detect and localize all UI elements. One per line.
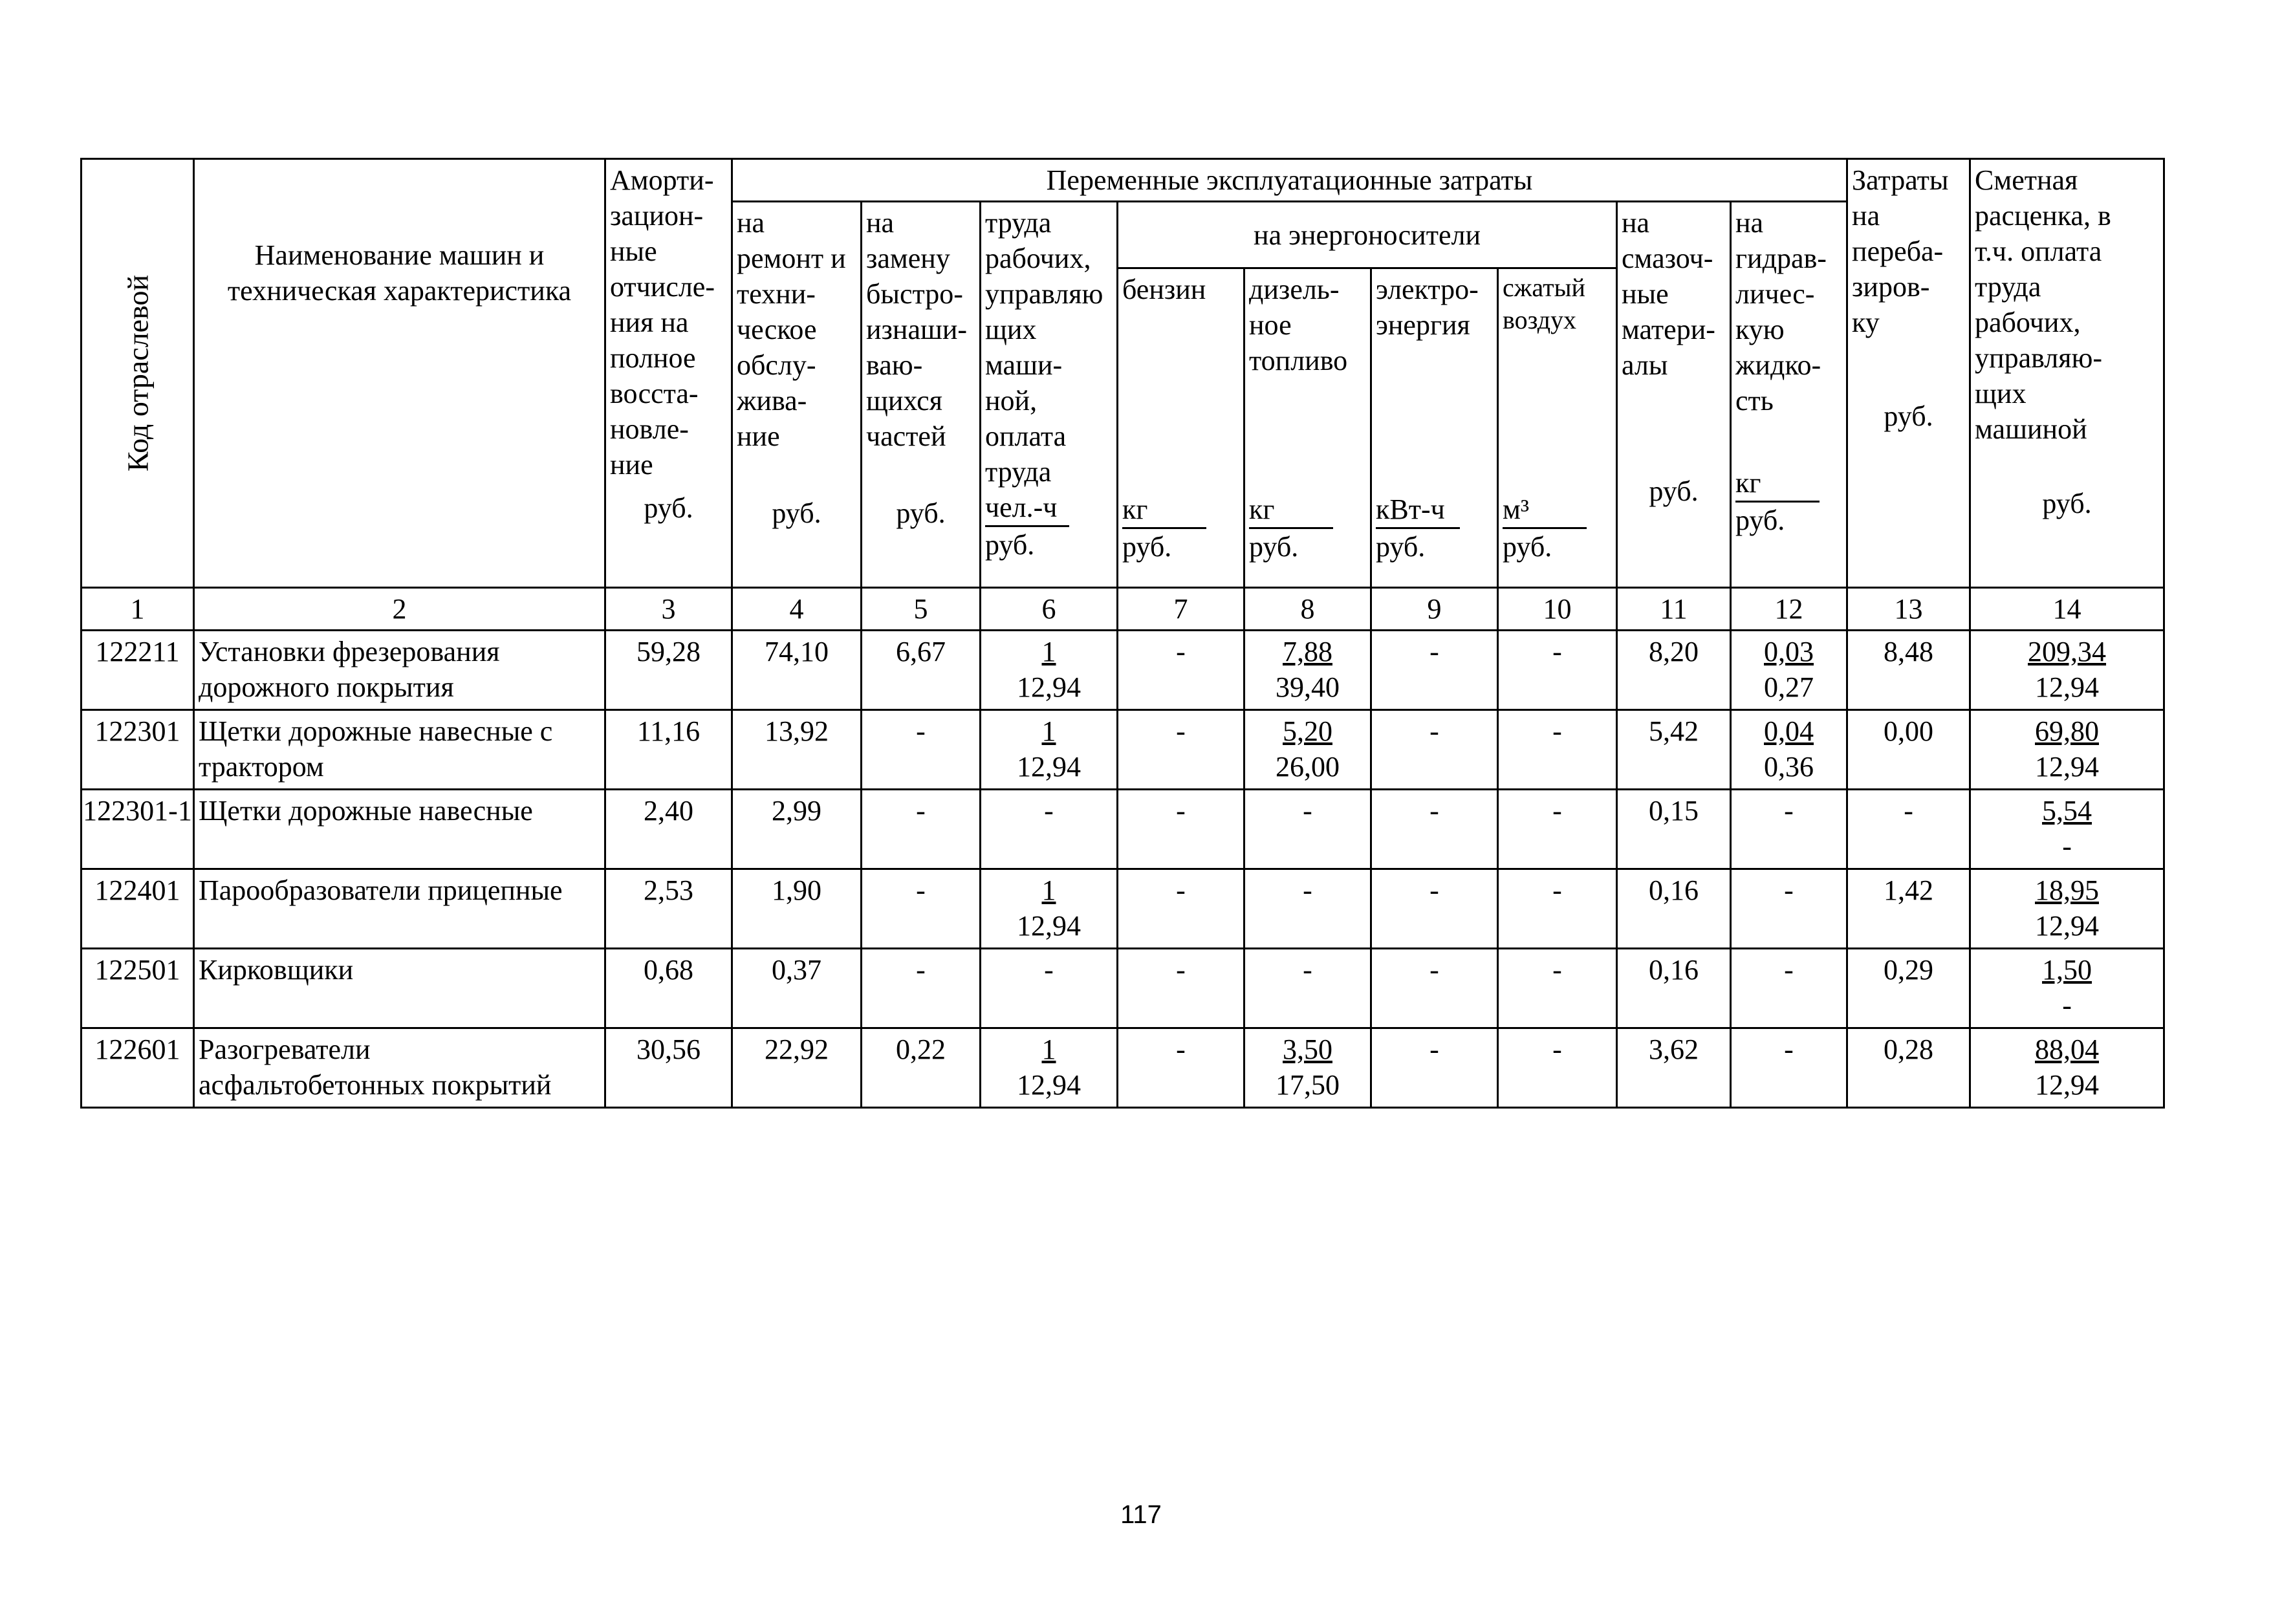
cell-repair: 1,90 <box>732 869 862 949</box>
cell-relocation: 0,28 <box>1847 1028 1970 1108</box>
cell-relocation: - <box>1847 790 1970 869</box>
cell-compressed-air: - <box>1498 631 1617 710</box>
cell-lubricants: 3,62 <box>1617 1028 1731 1108</box>
header-compressed-air: сжатый воздух м³ руб. <box>1498 268 1617 588</box>
row-code: 122301 <box>82 710 194 790</box>
cell-labor: - <box>981 949 1118 1028</box>
header-amortization: Аморти- зацион- ные отчисле- ния на полное восста- новле- ние руб. <box>605 159 732 588</box>
cell-hydraulic: - <box>1731 869 1847 949</box>
cell-parts: - <box>862 710 981 790</box>
row-name: Кирковщики <box>194 949 605 1028</box>
cell-gasoline: - <box>1118 790 1244 869</box>
cell-compressed-air: - <box>1498 710 1617 790</box>
cell-labor: 1 12,94 <box>981 710 1118 790</box>
row-code: 122401 <box>82 869 194 949</box>
row-code: 122301-1 <box>82 790 194 869</box>
header-code: Код отраслевой <box>82 159 194 588</box>
cell-hydraulic: 0,04 0,36 <box>1731 710 1847 790</box>
column-number: 14 <box>1970 588 2164 631</box>
row-code: 122601 <box>82 1028 194 1108</box>
column-number: 12 <box>1731 588 1847 631</box>
column-number: 5 <box>862 588 981 631</box>
cell-hydraulic: 0,03 0,27 <box>1731 631 1847 710</box>
cell-electricity: - <box>1371 710 1498 790</box>
row-name: Щетки дорожные навесные <box>194 790 605 869</box>
cell-relocation: 0,00 <box>1847 710 1970 790</box>
column-number: 2 <box>194 588 605 631</box>
cell-lubricants: 5,42 <box>1617 710 1731 790</box>
cell-lubricants: 8,20 <box>1617 631 1731 710</box>
cell-amortization: 30,56 <box>605 1028 732 1108</box>
cell-repair: 0,37 <box>732 949 862 1028</box>
column-number: 1 <box>82 588 194 631</box>
cell-amortization: 2,53 <box>605 869 732 949</box>
cell-parts: 0,22 <box>862 1028 981 1108</box>
cell-labor: 1 12,94 <box>981 1028 1118 1108</box>
cell-relocation: 0,29 <box>1847 949 1970 1028</box>
header-lubricants: на смазоч- ные матери- алы руб. <box>1617 202 1731 588</box>
header-gasoline: бензин кг руб. <box>1118 268 1244 588</box>
column-number: 4 <box>732 588 862 631</box>
cell-amortization: 59,28 <box>605 631 732 710</box>
column-number: 8 <box>1244 588 1371 631</box>
cell-diesel: 3,50 17,50 <box>1244 1028 1371 1108</box>
header-diesel: дизель- ное топливо кг руб. <box>1244 268 1371 588</box>
cell-diesel: - <box>1244 869 1371 949</box>
table-row <box>82 949 2164 1028</box>
header-hydraulic: на гидрав- личес- кую жидко- сть кг руб. <box>1731 202 1847 588</box>
cell-labor: 1 12,94 <box>981 631 1118 710</box>
cell-electricity: - <box>1371 631 1498 710</box>
header-labor: труда рабочих, управляю щих маши- ной, оплата труда чел.-ч руб. <box>981 202 1118 588</box>
cell-labor: - <box>981 790 1118 869</box>
cell-relocation: 1,42 <box>1847 869 1970 949</box>
cell-electricity: - <box>1371 790 1498 869</box>
table-row <box>82 631 2164 710</box>
cell-diesel: 5,20 26,00 <box>1244 710 1371 790</box>
cell-gasoline: - <box>1118 869 1244 949</box>
cell-gasoline: - <box>1118 1028 1244 1108</box>
cell-compressed-air: - <box>1498 1028 1617 1108</box>
cell-electricity: - <box>1371 1028 1498 1108</box>
machine-cost-table <box>80 158 2165 1109</box>
header-variable-costs: Переменные эксплуатационные затраты <box>732 159 1847 202</box>
cell-gasoline: - <box>1118 631 1244 710</box>
table-row <box>82 1028 2164 1108</box>
cell-amortization: 2,40 <box>605 790 732 869</box>
header-relocation: Затраты на переба- зиров- ку руб. <box>1847 159 1970 588</box>
cell-estimate-rate: 1,50 - <box>1970 949 2164 1028</box>
column-number: 11 <box>1617 588 1731 631</box>
header-repair: на ремонт и техни- ческое обслу- жива- ние руб. <box>732 202 862 588</box>
cell-estimate-rate: 69,80 12,94 <box>1970 710 2164 790</box>
row-name: Разогреватели асфальтобетонных покрытий <box>194 1028 605 1108</box>
header-name: Наименование машин и техническая характеристика <box>194 159 605 588</box>
cell-repair: 22,92 <box>732 1028 862 1108</box>
cell-amortization: 0,68 <box>605 949 732 1028</box>
column-number: 13 <box>1847 588 1970 631</box>
cell-repair: 74,10 <box>732 631 862 710</box>
cell-estimate-rate: 5,54 - <box>1970 790 2164 869</box>
cell-repair: 13,92 <box>732 710 862 790</box>
cell-parts: 6,67 <box>862 631 981 710</box>
table-row <box>82 710 2164 790</box>
cell-estimate-rate: 209,34 12,94 <box>1970 631 2164 710</box>
cell-compressed-air: - <box>1498 949 1617 1028</box>
column-number: 10 <box>1498 588 1617 631</box>
column-number-row <box>82 588 2164 631</box>
cell-labor: 1 12,94 <box>981 869 1118 949</box>
cell-diesel: - <box>1244 949 1371 1028</box>
cell-lubricants: 0,15 <box>1617 790 1731 869</box>
cell-parts: - <box>862 949 981 1028</box>
cell-compressed-air: - <box>1498 790 1617 869</box>
cell-lubricants: 0,16 <box>1617 869 1731 949</box>
cell-gasoline: - <box>1118 949 1244 1028</box>
cell-gasoline: - <box>1118 710 1244 790</box>
cell-repair: 2,99 <box>732 790 862 869</box>
cell-diesel: 7,88 39,40 <box>1244 631 1371 710</box>
row-name: Парообразователи прицепные <box>194 869 605 949</box>
header-estimate-rate: Сметная расценка, в т.ч. оплата труда рабочих, управляю- щих машиной руб. <box>1970 159 2164 588</box>
row-name: Установки фрезерования дорожного покрытия <box>194 631 605 710</box>
cell-estimate-rate: 88,04 12,94 <box>1970 1028 2164 1108</box>
cell-parts: - <box>862 790 981 869</box>
cell-relocation: 8,48 <box>1847 631 1970 710</box>
cell-parts: - <box>862 869 981 949</box>
column-number: 7 <box>1118 588 1244 631</box>
table-row <box>82 790 2164 869</box>
column-number: 6 <box>981 588 1118 631</box>
cell-hydraulic: - <box>1731 1028 1847 1108</box>
table-row <box>82 869 2164 949</box>
column-number: 9 <box>1371 588 1498 631</box>
row-code: 122211 <box>82 631 194 710</box>
row-code: 122501 <box>82 949 194 1028</box>
header-electricity: электро- энергия кВт-ч руб. <box>1371 268 1498 588</box>
cell-estimate-rate: 18,95 12,94 <box>1970 869 2164 949</box>
cell-electricity: - <box>1371 869 1498 949</box>
cell-hydraulic: - <box>1731 790 1847 869</box>
page-number: 117 <box>1120 1500 1162 1529</box>
column-number: 3 <box>605 588 732 631</box>
cell-lubricants: 0,16 <box>1617 949 1731 1028</box>
row-name: Щетки дорожные навесные с трактором <box>194 710 605 790</box>
cell-electricity: - <box>1371 949 1498 1028</box>
header-energy: на энергоносители <box>1118 202 1617 268</box>
cell-hydraulic: - <box>1731 949 1847 1028</box>
header-parts: на замену быстро- изнаши- ваю- щихся частей руб. <box>862 202 981 588</box>
cell-compressed-air: - <box>1498 869 1617 949</box>
cell-amortization: 11,16 <box>605 710 732 790</box>
cell-diesel: - <box>1244 790 1371 869</box>
